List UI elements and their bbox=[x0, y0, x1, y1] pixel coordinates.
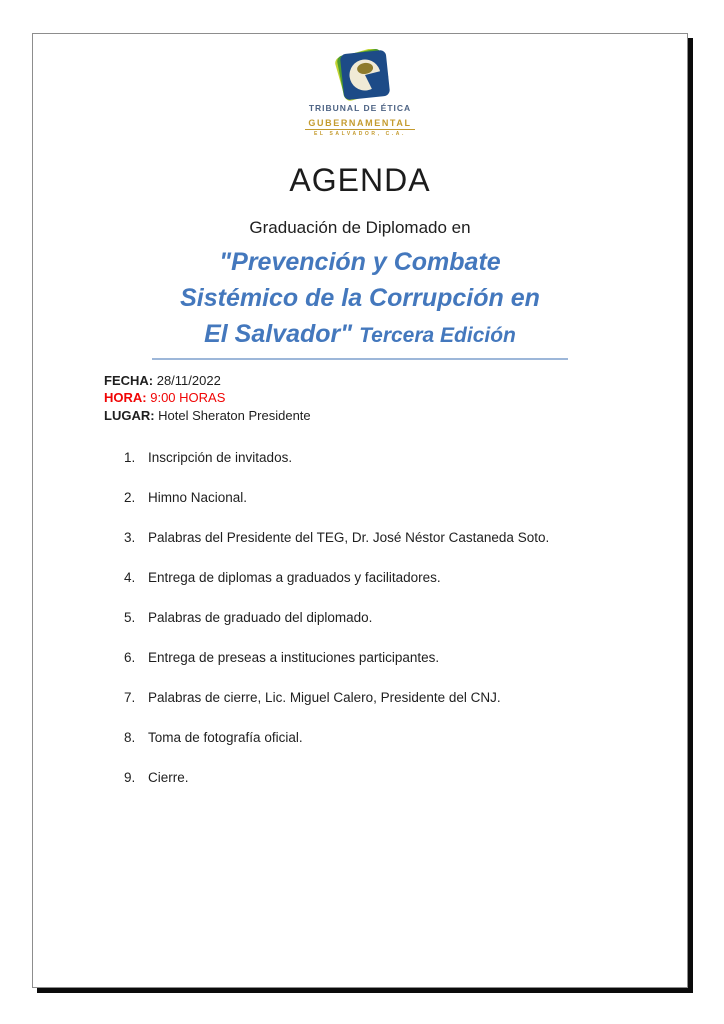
logo-org-name-line3: EL SALVADOR, C.A. bbox=[314, 130, 406, 137]
agenda-item-text: Palabras de graduado del diplomado. bbox=[148, 610, 373, 625]
course-title-line2: Sistémico de la Corrupción en bbox=[180, 283, 540, 312]
logo-org-name-line2: GUBERNAMENTAL bbox=[305, 119, 414, 131]
agenda-item bbox=[124, 689, 627, 706]
agenda-item-number: 8. bbox=[124, 730, 136, 745]
agenda-item-text: Entrega de preseas a instituciones participantes. bbox=[148, 650, 440, 665]
course-title-line3: El Salvador" Tercera Edición bbox=[204, 319, 516, 348]
agenda-item-text: Palabras de cierre, Lic. Miguel Calero, Presidente del CNJ. bbox=[148, 690, 501, 705]
agenda-item bbox=[124, 649, 627, 666]
agenda-item bbox=[124, 569, 627, 586]
agenda-item bbox=[124, 729, 627, 746]
course-title-line1: "Prevención y Combate bbox=[219, 247, 501, 276]
agenda-item-text: Palabras del Presidente del TEG, Dr. José Néstor Castaneda Soto. bbox=[148, 530, 550, 545]
agenda-item-number: 4. bbox=[124, 570, 136, 585]
agenda-item-number: 9. bbox=[124, 770, 136, 785]
agenda-item-number: 2. bbox=[124, 490, 136, 505]
detail-row bbox=[104, 407, 687, 425]
event-details bbox=[104, 372, 687, 425]
agenda-list bbox=[33, 449, 687, 786]
agenda-item-number: 5. bbox=[124, 610, 136, 625]
detail-value: 28/11/2022 bbox=[153, 372, 221, 388]
agenda-item-text: Entrega de diplomas a graduados y facilitadores. bbox=[148, 570, 441, 585]
detail-row bbox=[104, 389, 687, 407]
detail-row bbox=[104, 372, 687, 390]
agenda-item-number: 1. bbox=[124, 450, 136, 465]
course-edition: Tercera Edición bbox=[359, 323, 516, 347]
detail-label: LUGAR: bbox=[104, 407, 155, 423]
agenda-item bbox=[124, 489, 627, 506]
detail-value: Hotel Sheraton Presidente bbox=[154, 407, 311, 423]
agenda-item bbox=[124, 769, 627, 786]
document-page bbox=[32, 33, 688, 988]
teg-emblem-icon bbox=[308, 49, 412, 101]
subtitle: Graduación de Diplomado en bbox=[249, 217, 471, 237]
agenda-item-number: 6. bbox=[124, 650, 136, 665]
agenda-item-text: Cierre. bbox=[148, 770, 189, 785]
page-title: AGENDA bbox=[289, 161, 431, 198]
agenda-item-text: Toma de fotografía oficial. bbox=[148, 730, 303, 745]
detail-value: 9:00 HORAS bbox=[146, 390, 226, 405]
agenda-item-text: Inscripción de invitados. bbox=[148, 450, 293, 465]
agenda-item bbox=[124, 449, 627, 466]
title-separator-rule bbox=[152, 358, 568, 360]
logo-org-name-line1: TRIBUNAL DE ÉTICA bbox=[308, 103, 412, 113]
logo bbox=[33, 49, 687, 137]
course-title bbox=[33, 244, 687, 354]
detail-label: HORA: bbox=[104, 390, 147, 405]
agenda-item bbox=[124, 609, 627, 626]
agenda-item-text: Himno Nacional. bbox=[148, 490, 248, 505]
agenda-item bbox=[124, 529, 627, 546]
agenda-item-number: 7. bbox=[124, 690, 136, 705]
agenda-item-number: 3. bbox=[124, 530, 136, 545]
detail-label: FECHA: bbox=[104, 372, 154, 388]
